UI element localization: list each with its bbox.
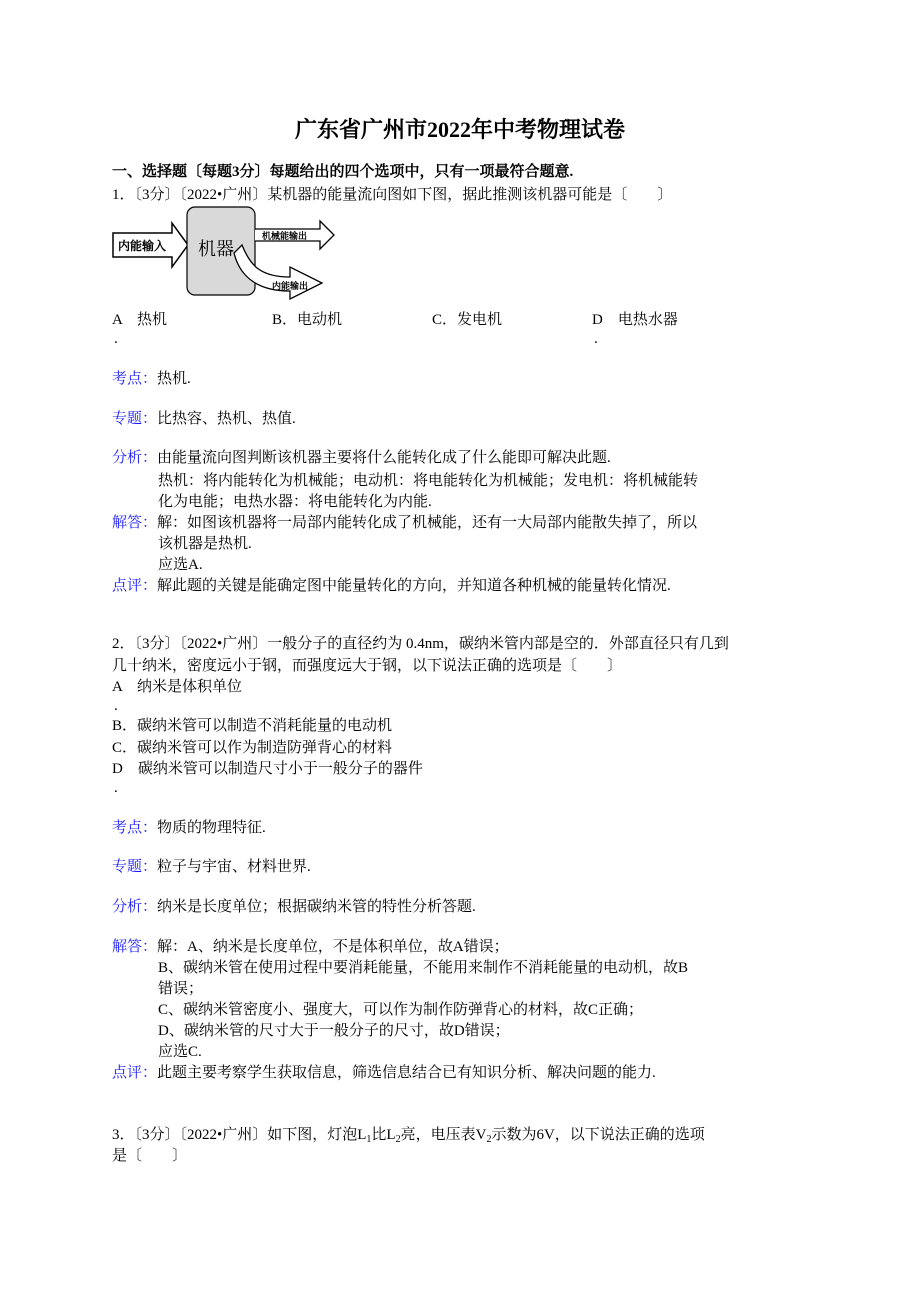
- q2-jieda-line-3: 错误；: [158, 981, 204, 997]
- q1-stem: 1．〔3分〕〔2022•广州〕某机器的能量流向图如下图，据此推测该机器可能是〔 〕: [112, 187, 673, 203]
- kaodian-label: 考点：: [112, 820, 158, 836]
- l2-subscript: 2: [395, 1134, 401, 1145]
- kaodian-label: 考点：: [112, 371, 158, 387]
- q1-jieda: [112, 513, 697, 533]
- q2-option-b[interactable]: B．碳纳米管可以制造不消耗能量的电动机: [112, 718, 393, 734]
- q1-fenxi: [112, 448, 611, 468]
- q2-fenxi: [112, 897, 476, 917]
- q2-option-a-dot: .: [114, 698, 118, 714]
- jieda-line-1: 解：如图该机器将一局部内能转化成了机械能，还有一大局部内能散失掉了，所以: [157, 515, 698, 531]
- q1-kaodian: [112, 369, 191, 389]
- q1-option-d-dot: .: [594, 331, 598, 347]
- q3-stem-c: 亮，电压表V: [400, 1127, 487, 1143]
- l1-subscript: 1: [366, 1134, 372, 1145]
- jieda-label: 解答：: [112, 939, 158, 955]
- q1-jieda-line-2: 该机器是热机.: [158, 536, 252, 552]
- dianping-label: 点评：: [112, 578, 158, 594]
- zhuanti-label: 专题：: [112, 859, 158, 875]
- section-heading: 一、选择题〔每题3分〕每题给出的四个选项中，只有一项最符合题意.: [112, 164, 574, 180]
- q2-jieda-line-4: C、碳纳米管密度小、强度大，可以作为制作防弹背心的材料，故C正确；: [158, 1002, 644, 1018]
- q1-fenxi-line-2: 热机：将内能转化为机械能；电动机：将电能转化为机械能；发电机：将机械能转: [158, 473, 699, 489]
- zhuanti-label: 专题：: [112, 411, 158, 427]
- heat-output-label: 内能输出: [272, 282, 309, 292]
- q2-jieda-line-2: B、碳纳米管在使用过程中要消耗能量，不能用来制作不消耗能量的电动机，故B: [158, 960, 689, 976]
- q2-stem-line-2: 几十纳米，密度远小于钢，而强度远大于钢，以下说法正确的选项是〔 〕: [112, 658, 623, 674]
- q2-jieda-line-6: 应选C.: [158, 1044, 202, 1060]
- q1-option-a[interactable]: A 热机: [112, 312, 168, 328]
- q3-stem-a: 3．〔3分〕〔2022•广州〕如下图，灯泡L: [112, 1127, 367, 1143]
- q3-stem-d: 示数为6V，以下说法正确的选项: [491, 1127, 705, 1143]
- kaodian-text: 物质的物理特征.: [157, 820, 266, 836]
- fenxi-line-1: 由能量流向图判断该机器主要将什么能转化成了什么能即可解决此题.: [157, 450, 611, 466]
- jieda-label: 解答：: [112, 515, 158, 531]
- jieda-line-1: 解：A、纳米是长度单位，不是体积单位，故A错误；: [157, 939, 509, 955]
- fenxi-label: 分析：: [112, 450, 158, 466]
- v2-subscript: 2: [486, 1134, 492, 1145]
- q2-option-d[interactable]: D 碳纳米管可以制造尺寸小于一般分子的器件: [112, 761, 423, 777]
- dianping-text: 解此题的关键是能确定图中能量转化的方向，并知道各种机械的能量转化情况.: [157, 578, 671, 594]
- dianping-text: 此题主要考察学生获取信息，筛选信息结合已有知识分析、解决问题的能力.: [157, 1065, 656, 1081]
- zhuanti-text: 比热容、热机、热值.: [157, 411, 296, 427]
- dianping-label: 点评：: [112, 1065, 158, 1081]
- q2-zhuanti: [112, 857, 311, 877]
- input-label: 内能输入: [118, 239, 167, 253]
- q1-option-b[interactable]: B．电动机: [272, 312, 343, 328]
- kaodian-text: 热机.: [157, 371, 191, 387]
- fenxi-text: 纳米是长度单位；根据碳纳米管的特性分析答题.: [157, 899, 476, 915]
- q3-stem-line-1: [112, 1125, 705, 1145]
- q2-dianping: [112, 1063, 656, 1083]
- mech-output-label: 机械能输出: [262, 232, 308, 242]
- q1-jieda-line-3: 应选A.: [158, 557, 203, 573]
- q2-kaodian: [112, 818, 266, 838]
- q3-stem-line-2: 是〔 〕: [112, 1148, 188, 1164]
- q2-stem-line-1: 2．〔3分〕〔2022•广州〕一般分子的直径约为 0.4nm，碳纳米管内部是空的．外部直径只有几到: [112, 636, 729, 652]
- q2-jieda: [112, 937, 509, 957]
- q1-option-a-dot: .: [114, 331, 118, 347]
- q1-zhuanti: [112, 409, 296, 429]
- q1-option-c[interactable]: C．发电机: [432, 312, 503, 328]
- q2-option-d-dot: .: [114, 780, 118, 796]
- zhuanti-text: 粒子与宇宙、材料世界.: [157, 859, 311, 875]
- machine-label: 机器: [198, 239, 234, 260]
- q2-jieda-line-5: D、碳纳米管的尺寸大于一般分子的尺寸，故D错误；: [158, 1023, 510, 1039]
- q2-option-c[interactable]: C．碳纳米管可以作为制造防弹背心的材料: [112, 740, 393, 756]
- q2-option-a[interactable]: A 纳米是体积单位: [112, 679, 243, 695]
- q1-dianping: [112, 576, 671, 596]
- q3-stem-b: 比L: [371, 1127, 396, 1143]
- fenxi-label: 分析：: [112, 899, 158, 915]
- q1-option-d[interactable]: D 电热水器: [592, 312, 678, 328]
- q1-fenxi-line-3: 化为电能；电热水器：将电能转化为内能.: [158, 494, 432, 510]
- energy-flow-diagram: [110, 205, 342, 300]
- page-title: 广东省广州市2022年中考物理试卷: [294, 117, 625, 142]
